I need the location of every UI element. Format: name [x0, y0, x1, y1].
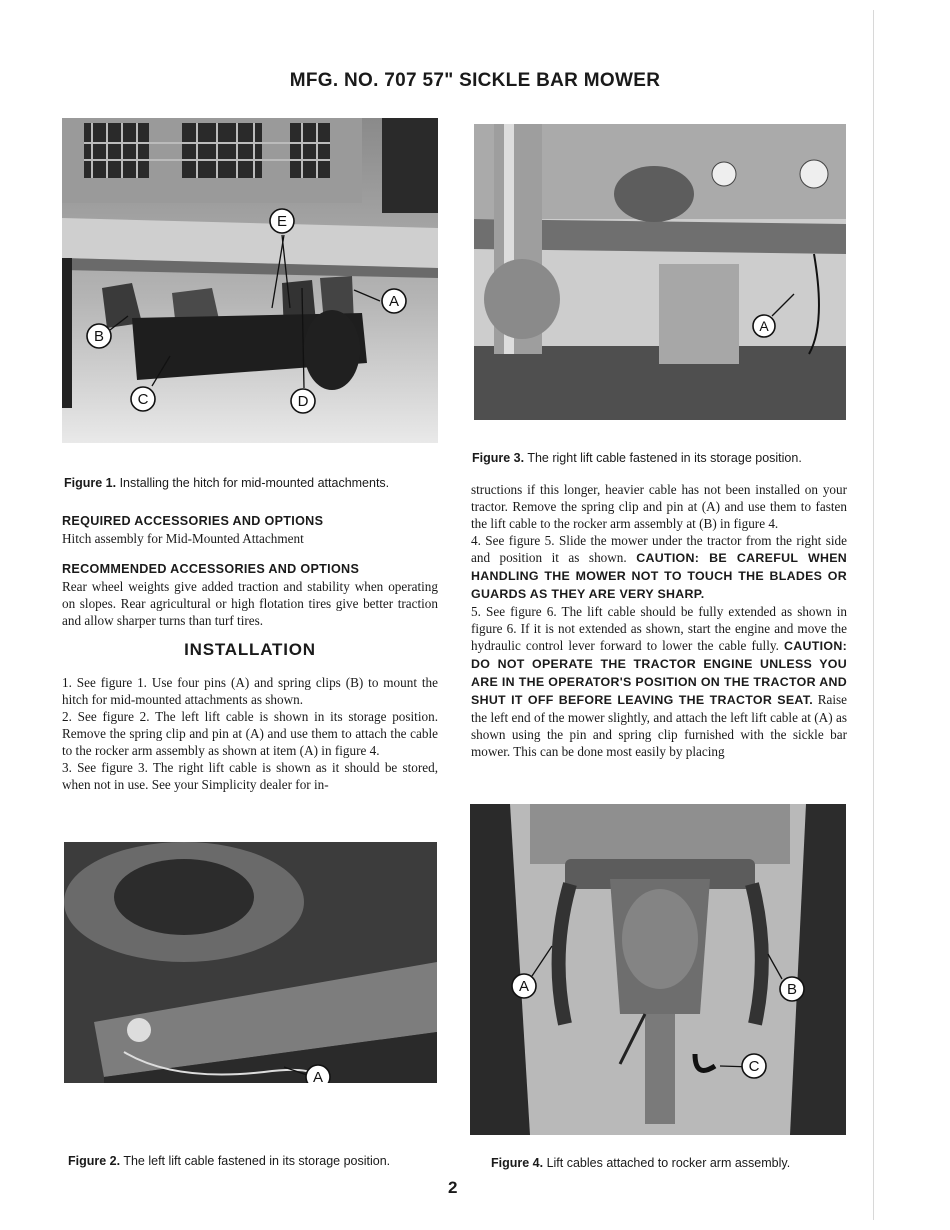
figure-3-callouts: [474, 124, 846, 420]
step-3: 3. See figure 3. The right lift cable is shown as it should be stored, when not in use. See your Simplicity dealer for in-: [62, 760, 438, 792]
step-4-caution: CAUTION: BE CAREFUL WHEN HANDLING THE MOWER NOT TO TOUCH THE BLADES OR GUARDS AS THEY ARE VERY SHARP.: [471, 551, 848, 601]
step-4: [471, 532, 847, 603]
figure-4-caption: [491, 1156, 861, 1170]
left-text-column: [62, 513, 438, 793]
figure-3-label: Figure 3.: [472, 451, 525, 465]
figure-1-callouts: [62, 118, 438, 443]
figure-4-callouts: [470, 804, 846, 1135]
figure-2-label: Figure 2.: [68, 1154, 121, 1168]
figure-2-caption: [68, 1154, 448, 1168]
callout-B: B: [786, 981, 798, 998]
callout-A: A: [388, 293, 400, 310]
required-text: Hitch assembly for Mid-Mounted Attachment: [62, 531, 304, 546]
step-2: 2. See figure 2. The left lift cable is shown in its storage position. Remove the spring clip and pin at (A) and use them to attach the cable to the rocker arm assembly as shown at item (A) in figure 4.: [62, 709, 438, 758]
callout-D: D: [297, 393, 309, 410]
callout-A: A: [518, 978, 530, 995]
page-number: 2: [448, 1178, 458, 1197]
step-5-caution: CAUTION: DO NOT OPERATE THE TRACTOR ENGINE UNLESS YOU ARE IN THE OPERATOR'S POSITION ON THE TRACTOR AND SHUT IT OFF BEFORE LEAVING THE TRACTOR SEAT.: [471, 639, 848, 707]
page-title: MFG. NO. 707 57" SICKLE BAR MOWER: [289, 70, 661, 91]
step-5-end: Raise the left end of the mower slightly, and attach the left lift cable at (A) as shown using the pin and spring clip furnished with the sickle bar mower. This can be done most easily by placing: [471, 692, 847, 759]
figure-4-text: Lift cables attached to rocker arm assembly.: [546, 1156, 791, 1170]
step-3-continued: structions if this longer, heavier cable has not been installed on your tractor. Remove the spring clip and pin at (A) and use them to fasten the lift cable to the rocker arm assembly at (B) in figure 4.: [471, 482, 847, 531]
figure-1-text: Installing the hitch for mid-mounted attachments.: [119, 476, 390, 490]
required-heading: REQUIRED ACCESSORIES AND OPTIONS: [62, 514, 324, 528]
figure-3-caption: [472, 451, 862, 465]
step-4-text: 4. See figure 5. Slide the mower under the tractor from the right side and position it as shown.: [471, 533, 847, 565]
callout-C: C: [748, 1058, 760, 1075]
recommended-heading: RECOMMENDED ACCESSORIES AND OPTIONS: [62, 562, 360, 576]
callout-C: C: [137, 391, 149, 408]
figure-4-label: Figure 4.: [491, 1156, 544, 1170]
figure-1-label: Figure 1.: [64, 476, 117, 490]
figure-2-callouts: [64, 842, 437, 1083]
figure-3-text: The right lift cable fastened in its storage position.: [527, 451, 802, 465]
right-text-column: [471, 481, 847, 760]
callout-A: A: [312, 1069, 324, 1083]
recommended-text: Rear wheel weights give added traction and stability when operating on slopes. Rear agricultural or high flotation tires give better traction and allow sharper turns than turf tires.: [62, 579, 438, 628]
installation-heading: INSTALLATION: [184, 640, 316, 659]
page-edge-rule: [873, 10, 874, 1220]
step-5: [471, 603, 847, 760]
callout-B: B: [93, 328, 105, 345]
callout-A: A: [759, 318, 769, 334]
figure-1-caption: [64, 476, 444, 490]
callout-E: E: [276, 213, 288, 230]
step-5-text: 5. See figure 6. The lift cable should be fully extended as shown in figure 6. If it is not extended as shown, start the engine and move the hydraulic control lever forward to lower the cable fully.: [471, 604, 847, 653]
figure-2-text: The left lift cable fastened in its storage position.: [123, 1154, 391, 1168]
step-1: 1. See figure 1. Use four pins (A) and spring clips (B) to mount the hitch for mid-mounted attachments as shown.: [62, 675, 438, 707]
